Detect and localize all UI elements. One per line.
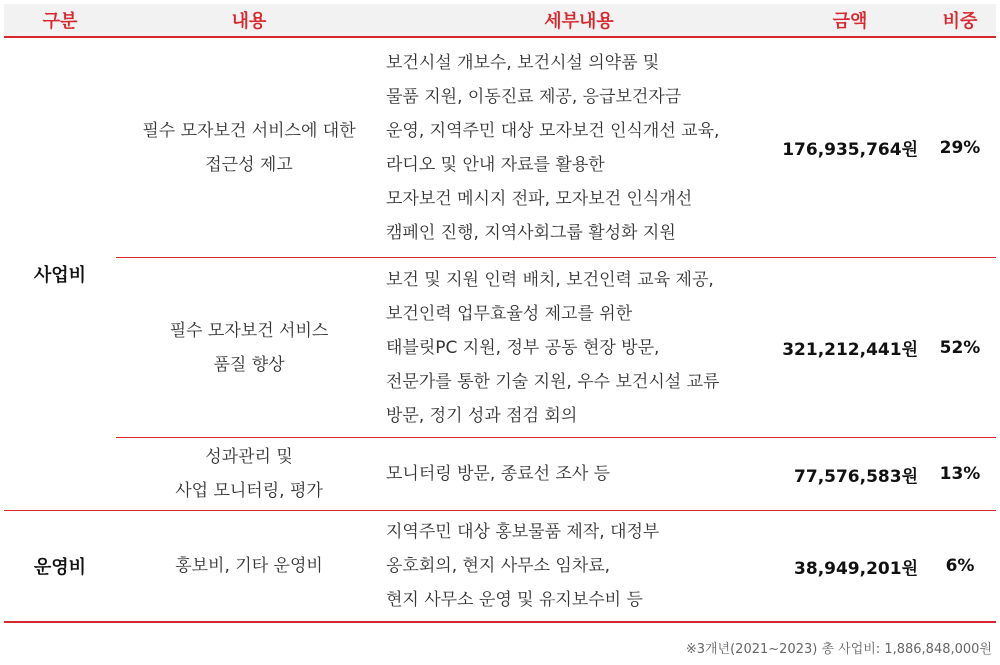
content-line: 필수 모자보건 서비스에 대한 bbox=[142, 120, 356, 141]
ratio-cell: 13% bbox=[924, 438, 996, 511]
detail-line: 모자보건 메시지 전파, 모자보건 인식개선 bbox=[386, 188, 693, 209]
header-detail: 세부내용 bbox=[382, 4, 776, 37]
content-cell bbox=[116, 438, 382, 511]
budget-table bbox=[4, 4, 996, 623]
content-line: 사업 모니터링, 평가 bbox=[175, 481, 323, 501]
content-line: 필수 모자보건 서비스 bbox=[169, 320, 329, 341]
header-amount: 금액 bbox=[776, 4, 924, 37]
ratio-cell: 52% bbox=[924, 258, 996, 438]
header-ratio: 비중 bbox=[924, 4, 996, 37]
table-row bbox=[4, 258, 996, 438]
header-category: 구분 bbox=[4, 4, 116, 37]
table-header-row bbox=[4, 4, 996, 37]
content-line: 성과관리 및 bbox=[205, 447, 293, 467]
amount-cell: 77,576,583원 bbox=[776, 438, 924, 511]
ratio-cell: 29% bbox=[939, 137, 981, 158]
detail-line: 물품 지원, 이동진료 제공, 응급보건자금 bbox=[386, 86, 682, 107]
detail-cell bbox=[382, 438, 776, 511]
detail-line: 운영, 지역주민 대상 모자보건 인식개선 교육, bbox=[386, 120, 720, 141]
content-line: 홍보비, 기타 운영비 bbox=[175, 556, 323, 576]
amount-cell: 176,935,764원 bbox=[782, 140, 918, 160]
category-operation: 운영비 bbox=[4, 511, 116, 623]
table-row bbox=[4, 37, 996, 258]
category-business: 사업비 bbox=[33, 265, 87, 286]
detail-cell bbox=[382, 511, 776, 623]
detail-line: 전문가를 통한 기술 지원, 우수 보건시설 교류 bbox=[386, 371, 720, 392]
detail-line: 태블릿PC 지원, 정부 공동 현장 방문, bbox=[386, 337, 660, 358]
ratio-cell: 6% bbox=[924, 511, 996, 623]
detail-line: 지역주민 대상 홍보물품 제작, 대정부 bbox=[386, 522, 660, 542]
detail-line: 현지 사무소 운영 및 유지보수비 등 bbox=[386, 590, 643, 610]
content-line: 접근성 제고 bbox=[205, 154, 293, 175]
detail-line: 보건 및 지원 인력 배치, 보건인력 교육 제공, bbox=[386, 269, 714, 290]
table-row bbox=[4, 511, 996, 623]
content-cell bbox=[116, 37, 382, 258]
detail-line: 캠페인 진행, 지역사회그룹 활성화 지원 bbox=[386, 222, 676, 243]
content-line: 품질 향상 bbox=[213, 354, 285, 375]
content-cell bbox=[116, 258, 382, 438]
table-row bbox=[4, 438, 996, 511]
detail-line: 방문, 정기 성과 점검 회의 bbox=[386, 405, 578, 426]
detail-line: 보건시설 개보수, 보건시설 의약품 및 bbox=[386, 52, 660, 73]
detail-line: 옹호회의, 현지 사무소 임차료, bbox=[386, 556, 611, 576]
content-cell bbox=[116, 511, 382, 623]
detail-line: 모니터링 방문, 종료선 조사 등 bbox=[386, 464, 611, 484]
footnote: ※3개년(2021~2023) 총 사업비: 1,886,848,000원 bbox=[685, 642, 992, 657]
amount-cell: 38,949,201원 bbox=[776, 511, 924, 623]
detail-cell bbox=[382, 37, 776, 258]
amount-cell: 321,212,441원 bbox=[776, 258, 924, 438]
detail-cell bbox=[382, 258, 776, 438]
header-content: 내용 bbox=[116, 4, 382, 37]
detail-line: 보건인력 업무효율성 제고를 위한 bbox=[386, 303, 633, 324]
detail-line: 라디오 및 안내 자료를 활용한 bbox=[386, 154, 605, 175]
